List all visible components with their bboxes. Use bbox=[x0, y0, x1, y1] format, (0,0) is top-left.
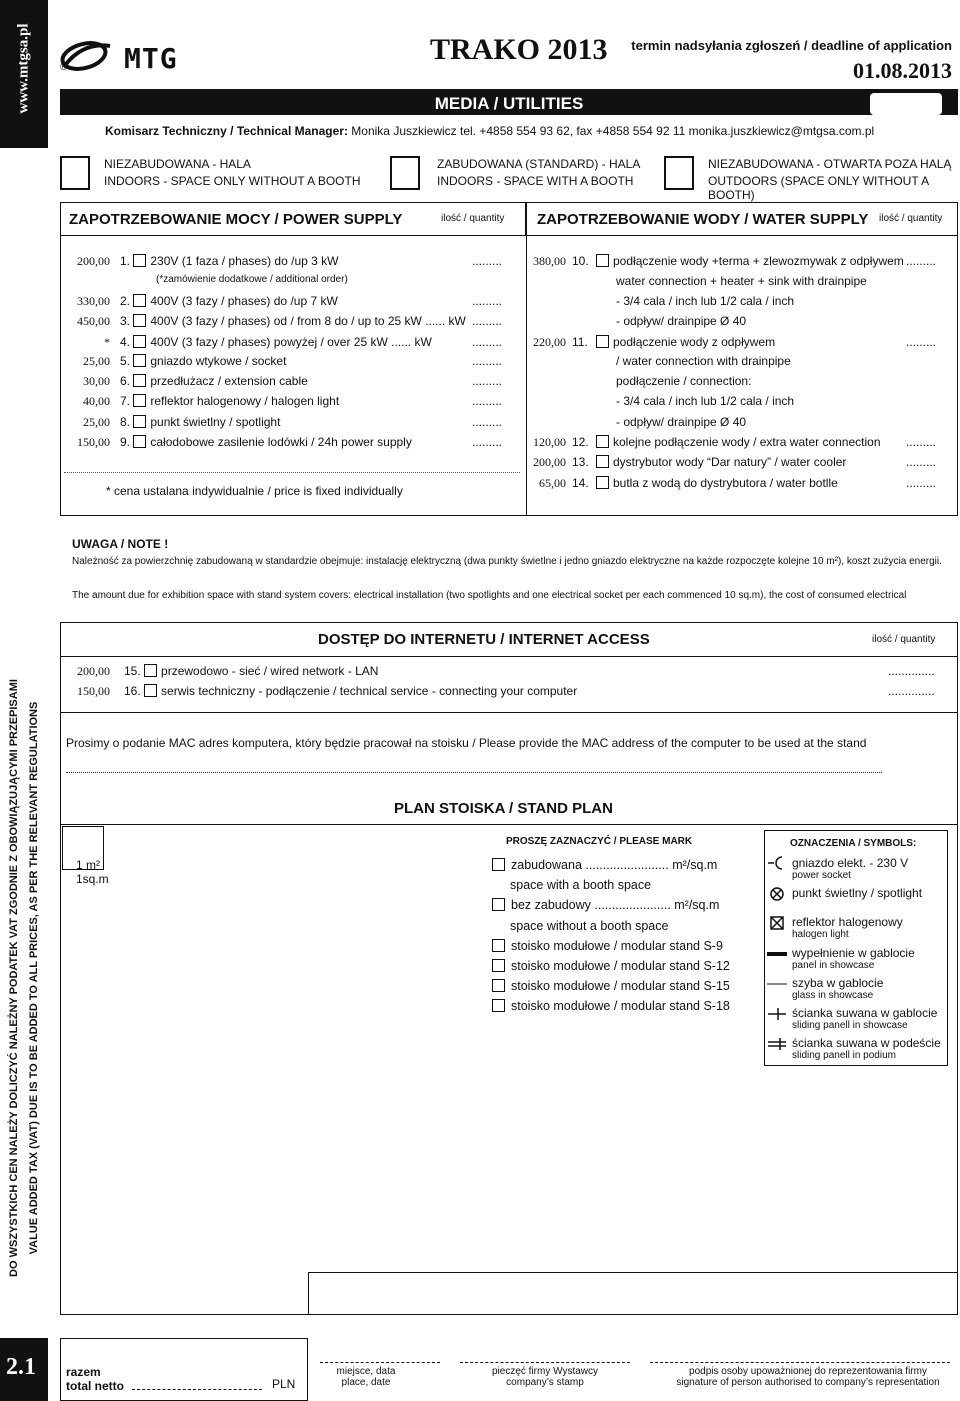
symbol-label bbox=[792, 1006, 937, 1031]
section-title: MEDIA / UTILITIES bbox=[434, 94, 584, 113]
water-item-number: 11. bbox=[572, 335, 588, 349]
water-item bbox=[596, 254, 904, 268]
power-item-checkbox[interactable] bbox=[133, 314, 146, 327]
water-item-label: water connection + heater + sink with drainpipe bbox=[616, 274, 867, 288]
sliding-podium-icon bbox=[766, 1036, 788, 1057]
showcase-glass-icon bbox=[766, 976, 788, 994]
stand-type-3 bbox=[708, 157, 960, 202]
plan-option-checkbox[interactable] bbox=[492, 959, 505, 972]
power-item bbox=[120, 394, 339, 408]
power-item-price: 40,00 bbox=[83, 394, 110, 408]
water-heading: ZAPOTRZEBOWANIE WODY / WATER SUPPLY bbox=[537, 211, 869, 228]
power-item-price: 150,00 bbox=[77, 435, 110, 449]
water-item-price: 220,00 bbox=[533, 335, 566, 349]
power-item-price: 200,00 bbox=[77, 254, 110, 268]
power-item-number: 9. bbox=[120, 435, 131, 449]
symbol-label bbox=[792, 915, 903, 940]
power-item-label: reflektor halogenowy / halogen light bbox=[150, 394, 340, 408]
power-item-price: 30,00 bbox=[83, 374, 110, 388]
water-item bbox=[616, 374, 751, 388]
power-item-note bbox=[156, 274, 348, 285]
internet-item-label: przewodowo - sieć / wired network - LAN bbox=[161, 664, 379, 678]
power-item-quantity-field[interactable]: ......... bbox=[472, 335, 503, 349]
power-item-price: * bbox=[104, 335, 110, 349]
plan-option-label: stoisko modułowe / modular stand S-15 bbox=[511, 979, 730, 994]
water-item-checkbox[interactable] bbox=[596, 254, 609, 267]
power-item bbox=[120, 435, 412, 449]
stand-type-indoor-booth-checkbox[interactable] bbox=[390, 156, 420, 190]
application-number-field[interactable] bbox=[870, 93, 942, 115]
water-item-label: kolejne podłączenie wody / extra water connection bbox=[613, 435, 881, 449]
symbol-sub: glass in showcase bbox=[792, 990, 874, 1001]
page-number: 2.1 bbox=[6, 1354, 36, 1380]
power-item-number: 1. bbox=[120, 254, 131, 268]
signature-label bbox=[660, 1366, 956, 1388]
sliding-showcase-icon bbox=[766, 1006, 788, 1027]
power-item-label: 230V (1 faza / phases) do /up 3 kW bbox=[150, 254, 339, 268]
plan-option bbox=[492, 959, 730, 973]
mtg-logo bbox=[58, 36, 188, 76]
power-item-checkbox[interactable] bbox=[133, 354, 146, 367]
plan-option bbox=[492, 939, 723, 953]
mac-address-field[interactable] bbox=[66, 772, 882, 773]
power-item-number: 4. bbox=[120, 335, 131, 349]
power-item-checkbox[interactable] bbox=[133, 394, 146, 407]
note-title: UWAGA / NOTE ! bbox=[72, 537, 169, 551]
plan-option-checkbox[interactable] bbox=[492, 858, 505, 871]
signature-field[interactable] bbox=[650, 1362, 950, 1363]
power-item-number: 7. bbox=[120, 394, 131, 408]
symbol-main: szyba w gablocie bbox=[792, 976, 884, 990]
technical-manager bbox=[105, 124, 874, 138]
symbol-main: gniazdo elekt. - 230 V bbox=[792, 856, 909, 870]
water-item-checkbox[interactable] bbox=[596, 476, 609, 489]
symbol-main: ścianka suwana w podeście bbox=[792, 1036, 941, 1050]
stand-type-2-en: INDOORS - SPACE WITH A BOOTH bbox=[437, 174, 634, 188]
power-item-label: 400V (3 fazy / phases) do /up 7 kW bbox=[150, 294, 338, 308]
water-item bbox=[616, 394, 794, 408]
plan-option-checkbox[interactable] bbox=[492, 979, 505, 992]
plan-option-label: stoisko modułowe / modular stand S-18 bbox=[511, 999, 730, 1014]
power-footnote: * cena ustalana indywidualnie / price is fixed individually bbox=[106, 484, 403, 498]
stand-type-2-pl: ZABUDOWANA (STANDARD) - HALA bbox=[437, 157, 641, 171]
company-stamp-pl: pieczęć firmy Wystawcy bbox=[491, 1366, 599, 1377]
water-item-price: 380,00 bbox=[533, 254, 566, 268]
internet-qty-label: ilość / quantity bbox=[872, 634, 936, 645]
power-item-label: gniazdo wtykowe / socket bbox=[150, 354, 287, 368]
water-supply-header bbox=[526, 202, 958, 236]
power-item-quantity-field[interactable]: ......... bbox=[472, 374, 503, 388]
stand-type-1-en: INDOORS - SPACE ONLY WITHOUT A BOOTH bbox=[104, 174, 361, 188]
power-item-checkbox[interactable] bbox=[133, 374, 146, 387]
water-item-label: - odpływ/ drainpipe Ø 40 bbox=[616, 314, 747, 328]
symbols-heading: OZNACZENIA / SYMBOLS: bbox=[790, 838, 917, 849]
water-item-label: / water connection with drainpipe bbox=[616, 354, 791, 368]
stand-type-2 bbox=[437, 157, 640, 188]
deadline-label: termin nadsyłania zgłoszeń / deadline of application bbox=[631, 38, 952, 53]
water-item-number: 10. bbox=[572, 254, 589, 268]
plan-option-checkbox[interactable] bbox=[492, 939, 505, 952]
signature-en: signature of person authorised to company’s representation bbox=[676, 1377, 940, 1388]
power-heading: ZAPOTRZEBOWANIE MOCY / POWER SUPPLY bbox=[69, 211, 403, 228]
water-item-label: podłączenie / connection: bbox=[616, 374, 752, 388]
power-item-price: 25,00 bbox=[83, 415, 110, 429]
power-item-checkbox[interactable] bbox=[133, 335, 146, 348]
power-item bbox=[120, 314, 466, 328]
currency-label: PLN bbox=[272, 1377, 296, 1391]
water-item-label: butla z wodą do dystrybutora / water botlle bbox=[613, 476, 838, 490]
power-item bbox=[120, 354, 286, 368]
note-en: The amount due for exhibition space with stand system covers: electrical installation (two spotlights and one electrical socket per each commenced 10 sq.m), the cost of consumed electrical bbox=[72, 590, 907, 601]
stand-type-1 bbox=[104, 157, 360, 188]
internet-heading: DOSTĘP DO INTERNETU / INTERNET ACCESS bbox=[318, 631, 650, 648]
stand-plan-left-rule bbox=[308, 1272, 309, 1315]
plan-option bbox=[492, 979, 730, 993]
internet-item-quantity-field[interactable]: .............. bbox=[888, 664, 935, 678]
symbol-label bbox=[792, 946, 915, 971]
water-item-label: podłączenie wody +terma + zlewozmywak z odpływem bbox=[613, 254, 904, 268]
stand-type-3-pl: NIEZABUDOWANA - OTWARTA POZA HALĄ bbox=[708, 157, 952, 171]
internet-item bbox=[124, 684, 577, 698]
water-item bbox=[616, 274, 867, 288]
internet-item-quantity-field[interactable]: .............. bbox=[888, 684, 935, 698]
power-item-price: 25,00 bbox=[83, 354, 110, 368]
socket-icon bbox=[766, 856, 788, 875]
stand-type-1-pl: NIEZABUDOWANA - HALA bbox=[104, 157, 251, 171]
mac-request: Prosimy o podanie MAC adres komputera, który będzie pracował na stoisku / Please provide the MAC address of the computer to be used at the stand bbox=[66, 736, 867, 750]
power-item bbox=[120, 335, 432, 349]
symbol-main: reflektor halogenowy bbox=[792, 915, 903, 929]
vat-notice-pl: DO WSZYSTKICH CEN NALEŻY DOLICZYĆ NALEŻNY PODATEK VAT ZGODNIE Z OBOWIĄZUJĄCYMI PRZEPISAMI bbox=[8, 679, 20, 1277]
water-item bbox=[596, 335, 775, 349]
water-item bbox=[596, 455, 846, 469]
plan-option bbox=[492, 858, 717, 872]
water-item-quantity-field[interactable]: ......... bbox=[906, 335, 937, 349]
power-item-number: 6. bbox=[120, 374, 131, 388]
water-item-checkbox[interactable] bbox=[596, 435, 609, 448]
water-item-number: 13. bbox=[572, 455, 589, 469]
url-tab bbox=[0, 0, 48, 148]
internet-item-checkbox[interactable] bbox=[144, 684, 157, 697]
water-item-number: 14. bbox=[572, 476, 589, 490]
power-item bbox=[120, 374, 308, 388]
power-item-label: 400V (3 fazy / phases) powyżej / over 25 kW ...... kW bbox=[150, 335, 432, 349]
power-item-number: 8. bbox=[120, 415, 131, 429]
power-item-checkbox[interactable] bbox=[133, 254, 146, 267]
internet-item-price: 200,00 bbox=[77, 664, 110, 678]
scale-label bbox=[76, 858, 109, 886]
power-item-quantity-field[interactable]: ......... bbox=[472, 415, 503, 429]
symbol-main: ścianka suwana w gablocie bbox=[792, 1006, 938, 1020]
water-item bbox=[596, 476, 838, 490]
power-item-quantity-field[interactable]: ......... bbox=[472, 294, 503, 308]
water-item-checkbox[interactable] bbox=[596, 455, 609, 468]
power-item-number: 2. bbox=[120, 294, 131, 308]
water-item-price: 200,00 bbox=[533, 455, 566, 469]
power-footnote-rule bbox=[64, 472, 520, 473]
symbol-sub: sliding panell in showcase bbox=[792, 1020, 908, 1031]
internet-item-number: 16. bbox=[124, 684, 141, 698]
spotlight-icon bbox=[766, 886, 788, 907]
power-item bbox=[120, 254, 338, 268]
symbol-main: punkt świetlny / spotlight bbox=[792, 886, 923, 900]
water-item-label: - 3/4 cala / inch lub 1/2 cala / inch bbox=[616, 394, 795, 408]
plan-option-label: stoisko modułowe / modular stand S-9 bbox=[511, 938, 723, 953]
place-date-label bbox=[336, 1366, 396, 1388]
internet-item-checkbox[interactable] bbox=[144, 664, 157, 677]
event-title: TRAKO 2013 bbox=[430, 33, 608, 66]
plan-option-checkbox[interactable] bbox=[492, 898, 505, 911]
plan-option bbox=[492, 898, 719, 912]
symbol-label bbox=[792, 856, 908, 881]
company-stamp-field[interactable] bbox=[460, 1362, 630, 1363]
symbol-label bbox=[792, 886, 922, 900]
power-qty-label: ilość / quantity bbox=[441, 213, 505, 224]
vat-notice-en: VALUE ADDED TAX (VAT) DUE IS TO BE ADDED TO ALL PRICES, AS PER THE RELEVANT REGULATIONS bbox=[28, 701, 40, 1255]
water-item bbox=[616, 354, 791, 368]
stand-plan-bottom-rule bbox=[308, 1272, 958, 1273]
water-item bbox=[616, 294, 794, 308]
scale-label-pl: 1 m² bbox=[76, 858, 100, 872]
note-pl: Należność za powierzchnię zabudowaną w standardzie obejmuje: instalację elektryczną (dwa punkty świetlne i jedno gniazdo elektryczne na każde rozpoczęte kolejne 10 m²), koszt zużycia energii. bbox=[72, 556, 942, 567]
power-supply-header bbox=[60, 202, 526, 236]
symbol-main: wypełnienie w gablocie bbox=[792, 946, 915, 960]
power-item bbox=[120, 415, 280, 429]
deadline-date: 01.08.2013 bbox=[853, 58, 952, 83]
total-label-en: total netto bbox=[66, 1379, 124, 1393]
power-item-label: (*zamówienie dodatkowe / additional order) bbox=[156, 274, 348, 285]
water-item bbox=[616, 415, 746, 429]
power-item-number: 5. bbox=[120, 354, 131, 368]
manager-label: Komisarz Techniczny / Technical Manager: bbox=[105, 124, 348, 138]
place-date-field[interactable] bbox=[320, 1362, 440, 1363]
stand-type-indoor-space-only-checkbox[interactable] bbox=[60, 156, 90, 190]
section-bar bbox=[60, 89, 958, 115]
power-item-checkbox[interactable] bbox=[133, 294, 146, 307]
plan-option-label: zabudowana ........................ m²/sq.m bbox=[511, 858, 718, 872]
internet-header-rule bbox=[60, 656, 958, 657]
page-number-box bbox=[0, 1338, 48, 1401]
power-item-quantity-field[interactable]: ......... bbox=[472, 314, 503, 328]
company-stamp-label bbox=[470, 1366, 620, 1388]
internet-item bbox=[124, 664, 378, 678]
company-stamp-en: company’s stamp bbox=[506, 1377, 584, 1388]
stand-type-3-en: OUTDOORS (SPACE ONLY WITHOUT A BOOTH) bbox=[708, 174, 929, 202]
water-item-number: 12. bbox=[572, 435, 589, 449]
power-item-label: przedłużacz / extension cable bbox=[150, 374, 308, 388]
power-item-checkbox[interactable] bbox=[133, 435, 146, 448]
plan-option-label: stoisko modułowe / modular stand S-12 bbox=[511, 959, 730, 973]
power-item-quantity-field[interactable]: ......... bbox=[472, 354, 503, 368]
power-item-price: 450,00 bbox=[77, 314, 110, 328]
total-amount-field[interactable] bbox=[132, 1389, 262, 1390]
power-item-label: 400V (3 fazy / phases) od / from 8 do / up to 25 kW ...... kW bbox=[150, 314, 466, 328]
internet-rule bbox=[60, 712, 958, 713]
internet-item-label: serwis techniczny - podłączenie / technical service - connecting your computer bbox=[161, 684, 578, 698]
plan-option-label: space with a booth space bbox=[510, 878, 652, 893]
registered-mark: ® bbox=[60, 62, 68, 73]
stand-type-outdoor-checkbox[interactable] bbox=[664, 156, 694, 190]
internet-item-number: 15. bbox=[124, 664, 141, 678]
power-item-quantity-field[interactable]: ......... bbox=[472, 254, 503, 268]
water-item bbox=[616, 314, 746, 328]
total-label-pl: razem bbox=[66, 1365, 101, 1379]
water-item-price: 120,00 bbox=[533, 435, 566, 449]
manager-contact: Monika Juszkiewicz tel. +4858 554 93 62, fax +4858 554 92 11 monika.juszkiewicz@mtgsa.com.pl bbox=[351, 124, 875, 138]
symbol-sub: power socket bbox=[792, 870, 851, 881]
symbol-sub: halogen light bbox=[792, 929, 849, 940]
water-item-quantity-field[interactable]: ......... bbox=[906, 435, 937, 449]
symbol-sub: sliding panell in podium bbox=[792, 1050, 896, 1061]
power-item-label: punkt świetlny / spotlight bbox=[150, 415, 281, 429]
plan-option-label: space without a booth space bbox=[510, 918, 669, 933]
power-item-label: całodobowe zasilenie lodówki / 24h power supply bbox=[150, 435, 412, 449]
halogen-icon bbox=[766, 915, 788, 936]
water-item-quantity-field[interactable]: ......... bbox=[906, 455, 937, 469]
water-item-label: - 3/4 cala / inch lub 1/2 cala / inch bbox=[616, 294, 795, 308]
water-item-label: dystrybutor wody “Dar natury” / water cooler bbox=[613, 455, 847, 469]
scale-label-en: 1sq.m bbox=[76, 872, 109, 886]
logo-text: MTG bbox=[124, 42, 178, 75]
symbol-sub: panel in showcase bbox=[792, 960, 875, 971]
water-item-quantity-field[interactable]: ......... bbox=[906, 476, 937, 490]
showcase-panel-icon bbox=[766, 946, 788, 964]
plan-option bbox=[510, 878, 651, 892]
plan-option bbox=[492, 999, 730, 1013]
power-item-price: 330,00 bbox=[77, 294, 110, 308]
water-item-label: podłączenie wody z odpływem bbox=[613, 335, 776, 349]
symbol-label bbox=[792, 976, 883, 1001]
place-date-pl: miejsce, data bbox=[336, 1366, 396, 1377]
place-date-en: place, date bbox=[341, 1377, 391, 1388]
power-item-checkbox[interactable] bbox=[133, 415, 146, 428]
power-water-divider bbox=[526, 236, 527, 516]
power-item bbox=[120, 294, 338, 308]
power-item-quantity-field[interactable]: ......... bbox=[472, 435, 503, 449]
url-text: www.mtgsa.pl bbox=[15, 23, 32, 114]
symbol-label bbox=[792, 1036, 941, 1061]
plan-option-checkbox[interactable] bbox=[492, 999, 505, 1012]
internet-item-price: 150,00 bbox=[77, 684, 110, 698]
vat-notice bbox=[0, 622, 48, 1338]
stand-plan-heading: PLAN STOISKA / STAND PLAN bbox=[394, 800, 613, 817]
water-qty-label: ilość / quantity bbox=[879, 213, 943, 224]
mark-heading: PROSZĘ ZAZNACZYĆ / PLEASE MARK bbox=[506, 836, 693, 847]
water-item-quantity-field[interactable]: ......... bbox=[906, 254, 937, 268]
water-item-price: 65,00 bbox=[539, 476, 566, 490]
water-item bbox=[596, 435, 881, 449]
power-item-number: 3. bbox=[120, 314, 131, 328]
water-item-checkbox[interactable] bbox=[596, 335, 609, 348]
power-item-quantity-field[interactable]: ......... bbox=[472, 394, 503, 408]
plan-option bbox=[510, 919, 668, 933]
plan-option-label: bez zabudowy ...................... m²/sq.m bbox=[511, 898, 720, 913]
water-item-label: - odpływ/ drainpipe Ø 40 bbox=[616, 415, 747, 429]
signature-pl: podpis osoby upoważnionej do reprezentowania firmy bbox=[689, 1366, 927, 1377]
